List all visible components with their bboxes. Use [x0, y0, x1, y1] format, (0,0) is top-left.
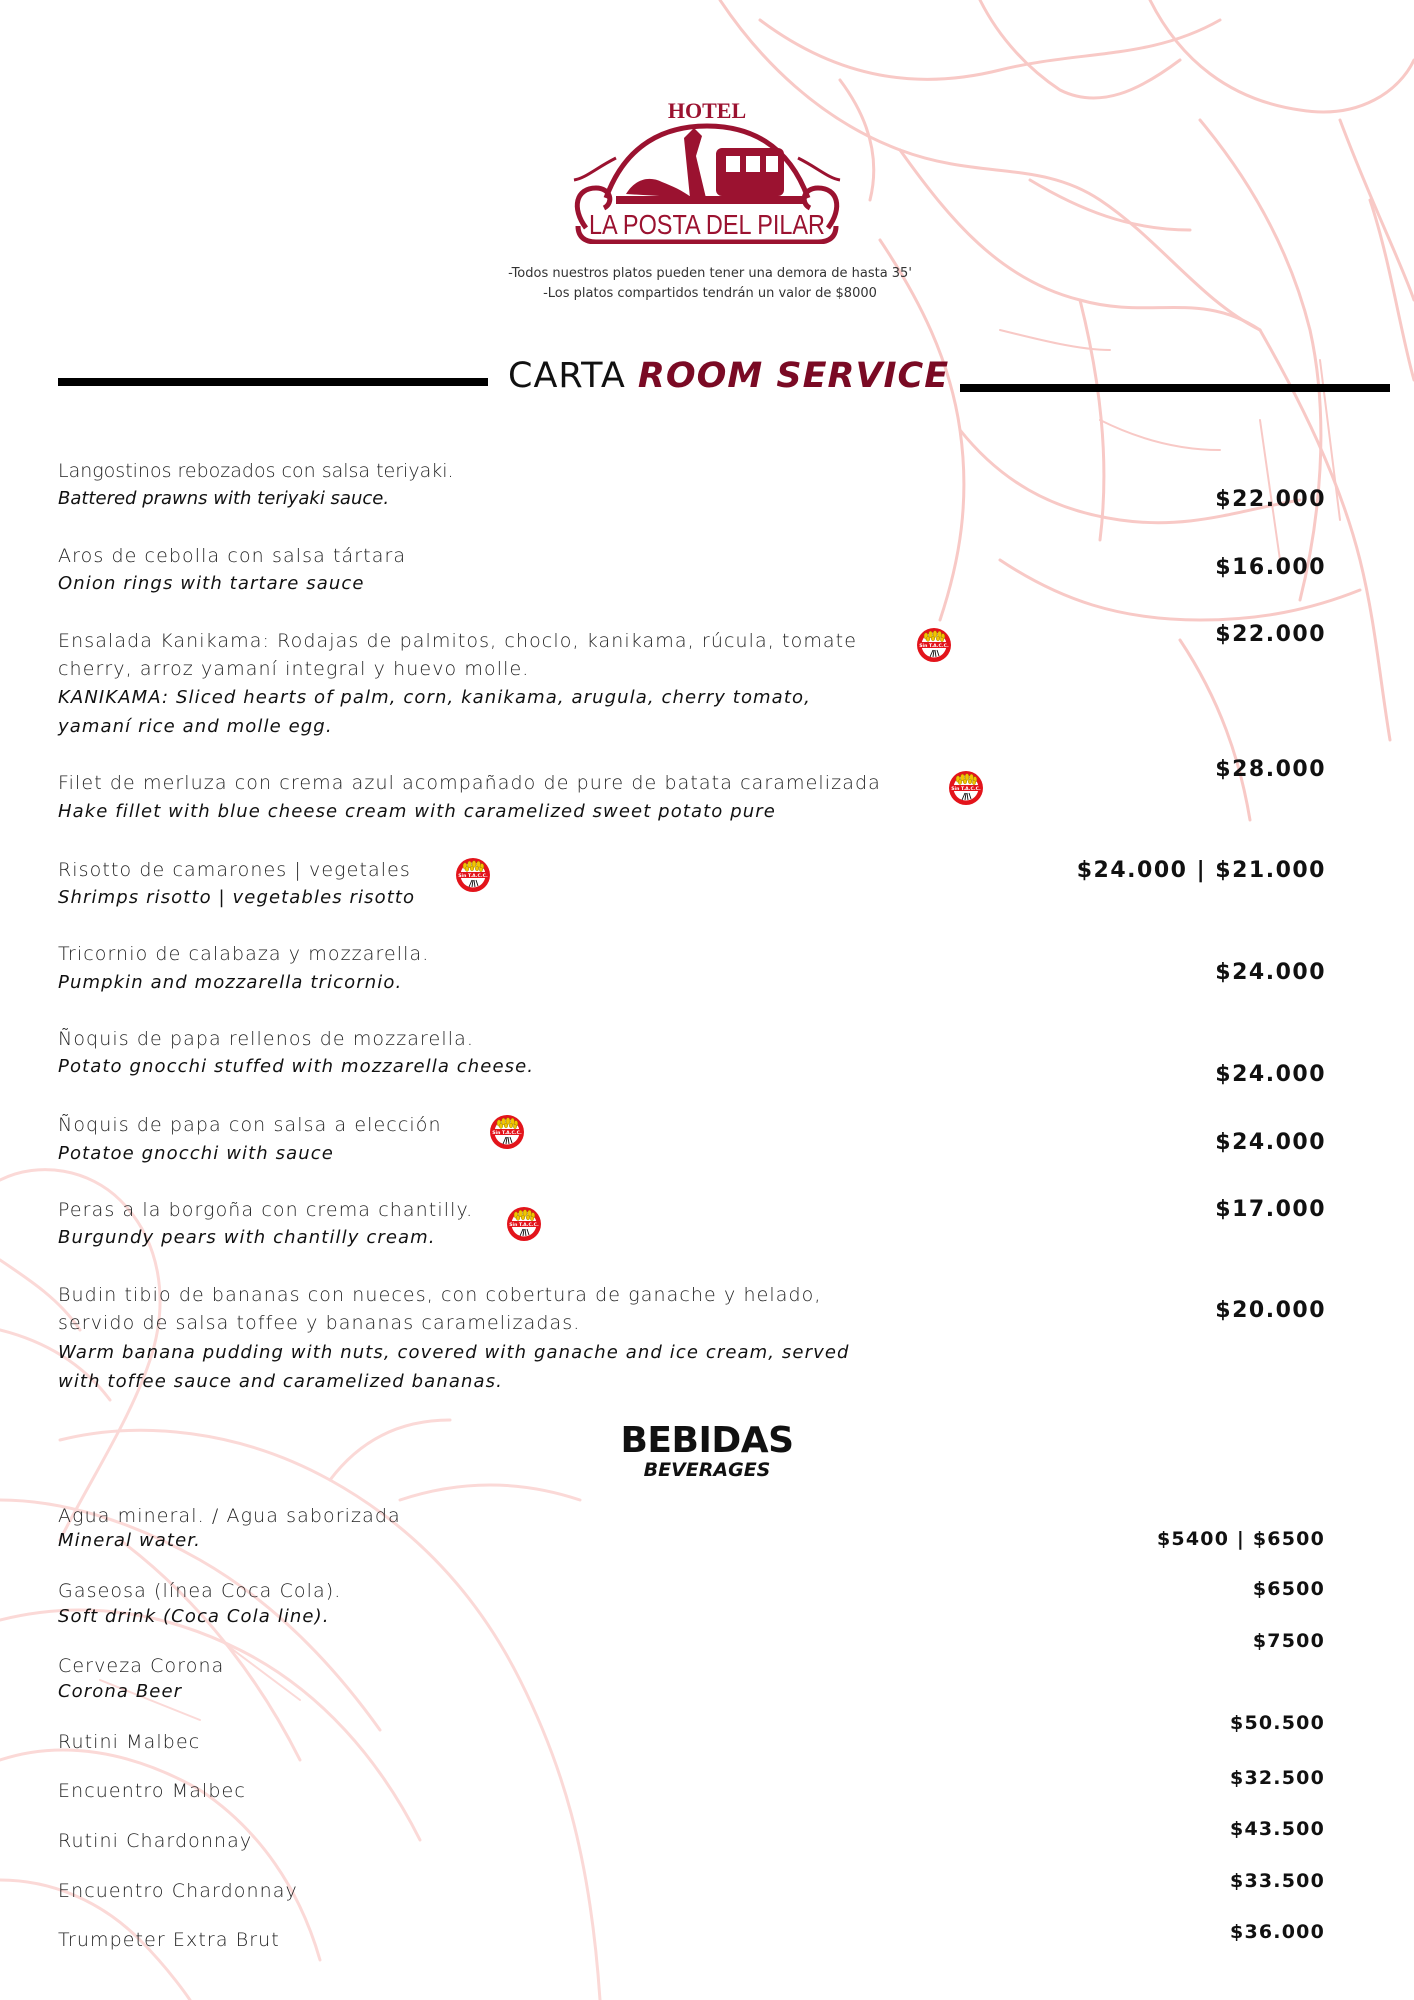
dish-name-en: KANIKAMA: Sliced hearts of palm, corn, kanikama, arugula, cherry tomato, — [58, 687, 811, 708]
dish-price: $20.000 — [1215, 1298, 1326, 1323]
dish-name-es: Filet de merluza con crema azul acompañado de pure de batata caramelizada — [58, 772, 881, 794]
sin-tacc-icon — [489, 1114, 525, 1150]
logo-hotel-text: HOTEL — [667, 98, 747, 123]
beverage-name-en: Corona Beer — [58, 1681, 183, 1702]
dish-price: $16.000 — [1215, 555, 1326, 580]
beverages-title: BEBIDAS — [620, 1420, 794, 1461]
dish-name-en-cont: yamaní rice and molle egg. — [58, 716, 333, 737]
dish-name-es-cont: servido de salsa toffee y bananas caramelizadas. — [58, 1312, 581, 1334]
dish-name-en: Hake fillet with blue cheese cream with caramelized sweet potato pure — [58, 801, 776, 822]
dish-name-es: Ñoquis de papa con salsa a elección — [58, 1114, 442, 1136]
title-carta: CARTA — [508, 356, 626, 396]
dish-name-es: Tricornio de calabaza y mozzarella. — [58, 943, 430, 965]
beverage-name-es: Cerveza Corona — [58, 1655, 225, 1677]
service-notes — [440, 264, 980, 304]
beverage-name-en: Soft drink (Coca Cola line). — [58, 1606, 330, 1627]
beverage-name-es: Rutini Chardonnay — [58, 1830, 253, 1852]
beverage-price: $36.000 — [1230, 1921, 1325, 1943]
dish-name-es-cont: cherry, arroz yamaní integral y huevo molle. — [58, 658, 530, 680]
title-room-service: ROOM SERVICE — [637, 356, 950, 396]
dish-name-en: Pumpkin and mozzarella tricornio. — [58, 972, 403, 993]
dish-name-es: Langostinos rebozados con salsa teriyaki. — [58, 460, 454, 482]
beverage-price: $6500 — [1252, 1578, 1325, 1600]
beverage-name-es: Gaseosa (línea Coca Cola). — [58, 1580, 342, 1602]
dish-name-en: Battered prawns with teriyaki sauce. — [58, 488, 390, 509]
sin-tacc-icon — [506, 1206, 542, 1242]
dish-name-en: Potato gnocchi stuffed with mozzarella cheese. — [58, 1056, 535, 1077]
dish-name-en-cont: with toffee sauce and caramelized bananas. — [58, 1371, 503, 1392]
dish-name-es: Peras a la borgoña con crema chantilly. — [58, 1199, 474, 1221]
dish-price: $22.000 — [1215, 622, 1326, 647]
dish-name-en: Potatoe gnocchi with sauce — [58, 1143, 334, 1164]
beverage-price: $33.500 — [1230, 1870, 1325, 1892]
dish-name-en: Warm banana pudding with nuts, covered with ganache and ice cream, served — [58, 1342, 850, 1363]
dish-name-es: Ensalada Kanikama: Rodajas de palmitos, choclo, kanikama, rúcula, tomate — [58, 630, 858, 652]
dish-name-es: Risotto de camarones | vegetales — [58, 859, 411, 881]
dish-name-es: Budin tibio de bananas con nueces, con cobertura de ganache y helado, — [58, 1284, 822, 1306]
beverage-name-es: Encuentro Chardonnay — [58, 1880, 298, 1902]
beverage-name-es: Rutini Malbec — [58, 1731, 201, 1753]
dish-price: $24.000 — [1215, 1062, 1326, 1087]
beverage-name-es: Agua mineral. / Agua saborizada — [58, 1505, 401, 1527]
beverage-price: $7500 — [1252, 1630, 1325, 1652]
dish-price: $22.000 — [1215, 487, 1326, 512]
header-rule-left — [58, 378, 488, 386]
page-title — [508, 356, 949, 396]
logo-name-text: LA POSTA DEL PILAR — [589, 209, 825, 240]
dish-price: $24.000 — [1215, 960, 1326, 985]
note-delay: -Todos nuestros platos pueden tener una demora de hasta 35' — [508, 266, 912, 281]
beverages-subtitle: BEVERAGES — [643, 1459, 771, 1481]
dish-name-en: Shrimps risotto | vegetables risotto — [58, 887, 416, 908]
dish-price: $17.000 — [1215, 1197, 1326, 1222]
sin-tacc-icon — [455, 857, 491, 893]
dish-price: $28.000 — [1215, 757, 1326, 782]
beverage-name-en: Mineral water. — [58, 1530, 201, 1551]
sin-tacc-icon — [916, 627, 952, 663]
beverage-price: $32.500 — [1230, 1767, 1325, 1789]
dish-name-en: Burgundy pears with chantilly cream. — [58, 1227, 436, 1248]
beverage-name-es: Trumpeter Extra Brut — [58, 1929, 280, 1951]
dish-name-es: Aros de cebolla con salsa tártara — [58, 545, 407, 567]
dish-price: $24.000 — [1215, 1130, 1326, 1155]
dish-price: $24.000 | $21.000 — [1076, 858, 1326, 883]
beverage-price: $50.500 — [1230, 1712, 1325, 1734]
beverage-price: $5400 | $6500 — [1157, 1528, 1325, 1550]
beverage-price: $43.500 — [1230, 1818, 1325, 1840]
beverage-name-es: Encuentro Malbec — [58, 1780, 246, 1802]
sin-tacc-icon — [948, 770, 984, 806]
note-shared-dishes: -Los platos compartidos tendrán un valor de $8000 — [543, 286, 877, 301]
header-rule-right — [960, 384, 1390, 392]
hotel-logo — [566, 98, 848, 244]
dish-name-es: Ñoquis de papa rellenos de mozzarella. — [58, 1028, 474, 1050]
dish-name-en: Onion rings with tartare sauce — [58, 573, 365, 594]
logo-carriage-illustration — [616, 128, 806, 204]
